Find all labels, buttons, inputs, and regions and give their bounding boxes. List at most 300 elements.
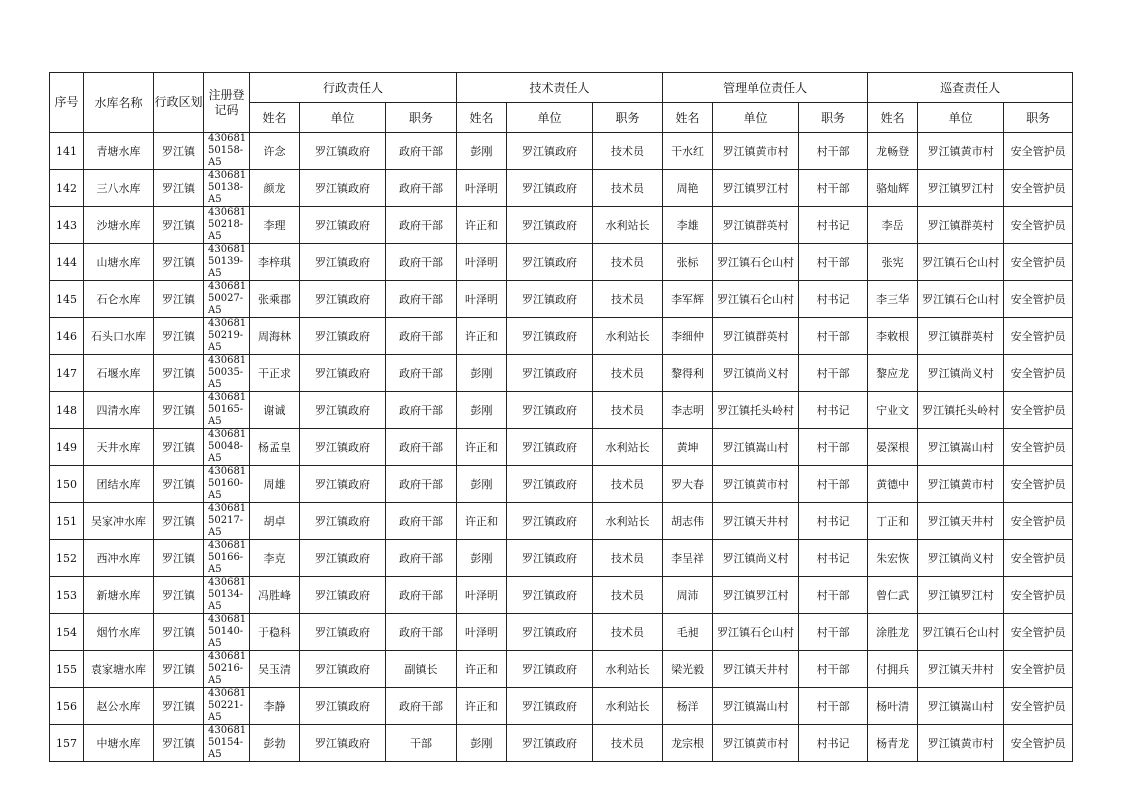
cell-admin-unit: 罗江镇政府 bbox=[300, 207, 386, 244]
cell-reservoir-name: 石堰水库 bbox=[84, 355, 154, 392]
cell-tech-position: 技术员 bbox=[593, 614, 663, 651]
cell-registration-code: 43068150166-A5 bbox=[204, 540, 250, 577]
cell-tech-name: 彭刚 bbox=[457, 133, 507, 170]
cell-patrol-position: 安全管护员 bbox=[1004, 429, 1073, 466]
cell-seq: 152 bbox=[50, 540, 84, 577]
cell-tech-position: 技术员 bbox=[593, 281, 663, 318]
cell-reservoir-name: 烟竹水库 bbox=[84, 614, 154, 651]
cell-mgmt-unit: 罗江镇托头岭村 bbox=[713, 392, 799, 429]
cell-patrol-name: 骆灿辉 bbox=[868, 170, 918, 207]
cell-patrol-unit: 罗江镇天井村 bbox=[918, 503, 1004, 540]
cell-mgmt-unit: 罗江镇尚义村 bbox=[713, 355, 799, 392]
cell-tech-name: 许正和 bbox=[457, 207, 507, 244]
cell-registration-code: 43068150140-A5 bbox=[204, 614, 250, 651]
cell-admin-unit: 罗江镇政府 bbox=[300, 614, 386, 651]
cell-region: 罗江镇 bbox=[154, 540, 204, 577]
cell-tech-position: 水利站长 bbox=[593, 318, 663, 355]
cell-mgmt-unit: 罗江镇罗江村 bbox=[713, 170, 799, 207]
cell-admin-name: 冯胜峰 bbox=[250, 577, 300, 614]
cell-patrol-unit: 罗江镇石仑山村 bbox=[918, 614, 1004, 651]
cell-tech-name: 彭刚 bbox=[457, 392, 507, 429]
cell-admin-name: 干正求 bbox=[250, 355, 300, 392]
cell-mgmt-unit: 罗江镇天井村 bbox=[713, 651, 799, 688]
cell-patrol-name: 丁正和 bbox=[868, 503, 918, 540]
cell-tech-name: 彭刚 bbox=[457, 725, 507, 762]
cell-registration-code: 43068150218-A5 bbox=[204, 207, 250, 244]
cell-reservoir-name: 赵公水库 bbox=[84, 688, 154, 725]
cell-admin-unit: 罗江镇政府 bbox=[300, 540, 386, 577]
cell-mgmt-unit: 罗江镇石仑山村 bbox=[713, 281, 799, 318]
cell-region: 罗江镇 bbox=[154, 207, 204, 244]
subheader-name: 姓名 bbox=[663, 103, 713, 133]
cell-patrol-name: 宁业文 bbox=[868, 392, 918, 429]
cell-reservoir-name: 中塘水库 bbox=[84, 725, 154, 762]
cell-patrol-position: 安全管护员 bbox=[1004, 466, 1073, 503]
cell-seq: 148 bbox=[50, 392, 84, 429]
cell-admin-unit: 罗江镇政府 bbox=[300, 688, 386, 725]
cell-patrol-position: 安全管护员 bbox=[1004, 355, 1073, 392]
cell-mgmt-position: 村干部 bbox=[799, 318, 868, 355]
cell-patrol-name: 李敕根 bbox=[868, 318, 918, 355]
cell-registration-code: 43068150165-A5 bbox=[204, 392, 250, 429]
cell-registration-code: 43068150134-A5 bbox=[204, 577, 250, 614]
cell-admin-unit: 罗江镇政府 bbox=[300, 244, 386, 281]
cell-tech-position: 技术员 bbox=[593, 170, 663, 207]
table-row bbox=[50, 725, 1073, 762]
cell-registration-code: 43068150139-A5 bbox=[204, 244, 250, 281]
cell-seq: 155 bbox=[50, 651, 84, 688]
cell-tech-unit: 罗江镇政府 bbox=[507, 244, 593, 281]
cell-patrol-name: 晏深根 bbox=[868, 429, 918, 466]
cell-admin-position: 政府干部 bbox=[386, 170, 457, 207]
cell-registration-code: 43068150027-A5 bbox=[204, 281, 250, 318]
table-row bbox=[50, 614, 1073, 651]
cell-tech-name: 彭刚 bbox=[457, 355, 507, 392]
cell-mgmt-position: 村干部 bbox=[799, 466, 868, 503]
cell-mgmt-position: 村干部 bbox=[799, 577, 868, 614]
table-row bbox=[50, 355, 1073, 392]
cell-patrol-unit: 罗江镇托头岭村 bbox=[918, 392, 1004, 429]
cell-admin-name: 于稳科 bbox=[250, 614, 300, 651]
table-row bbox=[50, 429, 1073, 466]
cell-patrol-position: 安全管护员 bbox=[1004, 133, 1073, 170]
subheader-position: 职务 bbox=[799, 103, 868, 133]
header-group-mgmt: 管理单位责任人 bbox=[663, 73, 868, 103]
cell-admin-position: 政府干部 bbox=[386, 503, 457, 540]
cell-tech-name: 叶泽明 bbox=[457, 614, 507, 651]
cell-reservoir-name: 青塘水库 bbox=[84, 133, 154, 170]
table-row bbox=[50, 170, 1073, 207]
header-reservoir-name: 水库名称 bbox=[84, 73, 154, 133]
cell-reservoir-name: 天井水库 bbox=[84, 429, 154, 466]
cell-mgmt-position: 村干部 bbox=[799, 170, 868, 207]
cell-registration-code: 43068150217-A5 bbox=[204, 503, 250, 540]
cell-seq: 141 bbox=[50, 133, 84, 170]
cell-mgmt-position: 村书记 bbox=[799, 281, 868, 318]
cell-patrol-name: 朱宏恢 bbox=[868, 540, 918, 577]
cell-admin-position: 政府干部 bbox=[386, 207, 457, 244]
cell-admin-unit: 罗江镇政府 bbox=[300, 651, 386, 688]
cell-registration-code: 43068150216-A5 bbox=[204, 651, 250, 688]
cell-admin-name: 胡卓 bbox=[250, 503, 300, 540]
cell-mgmt-name: 毛昶 bbox=[663, 614, 713, 651]
cell-tech-name: 许正和 bbox=[457, 688, 507, 725]
header-group-tech: 技术责任人 bbox=[457, 73, 663, 103]
cell-mgmt-unit: 罗江镇天井村 bbox=[713, 503, 799, 540]
cell-mgmt-name: 胡志伟 bbox=[663, 503, 713, 540]
cell-mgmt-name: 梁光毅 bbox=[663, 651, 713, 688]
cell-admin-name: 张乘郡 bbox=[250, 281, 300, 318]
subheader-unit: 单位 bbox=[713, 103, 799, 133]
cell-tech-position: 技术员 bbox=[593, 540, 663, 577]
cell-mgmt-name: 龙宗根 bbox=[663, 725, 713, 762]
cell-tech-unit: 罗江镇政府 bbox=[507, 466, 593, 503]
cell-admin-name: 李梓琪 bbox=[250, 244, 300, 281]
cell-tech-position: 技术员 bbox=[593, 725, 663, 762]
cell-tech-position: 技术员 bbox=[593, 133, 663, 170]
cell-patrol-name: 龙畅登 bbox=[868, 133, 918, 170]
cell-patrol-name: 张宪 bbox=[868, 244, 918, 281]
cell-tech-name: 叶泽明 bbox=[457, 577, 507, 614]
table-row bbox=[50, 577, 1073, 614]
cell-seq: 147 bbox=[50, 355, 84, 392]
cell-registration-code: 43068150221-A5 bbox=[204, 688, 250, 725]
table-row bbox=[50, 540, 1073, 577]
cell-registration-code: 43068150154-A5 bbox=[204, 725, 250, 762]
cell-tech-unit: 罗江镇政府 bbox=[507, 133, 593, 170]
table-row bbox=[50, 244, 1073, 281]
table-row bbox=[50, 688, 1073, 725]
cell-mgmt-name: 黄坤 bbox=[663, 429, 713, 466]
cell-reservoir-name: 团结水库 bbox=[84, 466, 154, 503]
cell-admin-name: 吴玉清 bbox=[250, 651, 300, 688]
cell-mgmt-unit: 罗江镇尚义村 bbox=[713, 540, 799, 577]
cell-mgmt-position: 村干部 bbox=[799, 244, 868, 281]
cell-patrol-unit: 罗江镇石仑山村 bbox=[918, 244, 1004, 281]
cell-patrol-position: 安全管护员 bbox=[1004, 281, 1073, 318]
cell-tech-unit: 罗江镇政府 bbox=[507, 392, 593, 429]
cell-mgmt-name: 李军辉 bbox=[663, 281, 713, 318]
subheader-position: 职务 bbox=[593, 103, 663, 133]
cell-tech-position: 技术员 bbox=[593, 466, 663, 503]
cell-reservoir-name: 山塘水库 bbox=[84, 244, 154, 281]
cell-region: 罗江镇 bbox=[154, 503, 204, 540]
table-row bbox=[50, 281, 1073, 318]
cell-admin-unit: 罗江镇政府 bbox=[300, 170, 386, 207]
table-row bbox=[50, 466, 1073, 503]
cell-admin-name: 杨孟皇 bbox=[250, 429, 300, 466]
cell-admin-name: 彭勃 bbox=[250, 725, 300, 762]
cell-reservoir-name: 吴家冲水库 bbox=[84, 503, 154, 540]
cell-mgmt-name: 黎得利 bbox=[663, 355, 713, 392]
cell-mgmt-unit: 罗江镇嵩山村 bbox=[713, 429, 799, 466]
cell-region: 罗江镇 bbox=[154, 466, 204, 503]
cell-patrol-unit: 罗江镇嵩山村 bbox=[918, 688, 1004, 725]
cell-admin-unit: 罗江镇政府 bbox=[300, 281, 386, 318]
cell-patrol-unit: 罗江镇群英村 bbox=[918, 318, 1004, 355]
cell-registration-code: 43068150138-A5 bbox=[204, 170, 250, 207]
cell-admin-position: 政府干部 bbox=[386, 577, 457, 614]
cell-seq: 145 bbox=[50, 281, 84, 318]
cell-patrol-position: 安全管护员 bbox=[1004, 244, 1073, 281]
cell-region: 罗江镇 bbox=[154, 688, 204, 725]
cell-mgmt-position: 村干部 bbox=[799, 355, 868, 392]
cell-seq: 142 bbox=[50, 170, 84, 207]
cell-mgmt-position: 村干部 bbox=[799, 688, 868, 725]
cell-tech-position: 水利站长 bbox=[593, 503, 663, 540]
cell-tech-position: 水利站长 bbox=[593, 688, 663, 725]
cell-mgmt-unit: 罗江镇石仑山村 bbox=[713, 244, 799, 281]
cell-mgmt-position: 村干部 bbox=[799, 429, 868, 466]
cell-patrol-position: 安全管护员 bbox=[1004, 170, 1073, 207]
cell-patrol-unit: 罗江镇石仑山村 bbox=[918, 281, 1004, 318]
header-seq: 序号 bbox=[50, 73, 84, 133]
cell-patrol-unit: 罗江镇罗江村 bbox=[918, 170, 1004, 207]
cell-admin-name: 李克 bbox=[250, 540, 300, 577]
cell-seq: 157 bbox=[50, 725, 84, 762]
cell-patrol-unit: 罗江镇嵩山村 bbox=[918, 429, 1004, 466]
cell-patrol-unit: 罗江镇黄市村 bbox=[918, 725, 1004, 762]
cell-region: 罗江镇 bbox=[154, 170, 204, 207]
cell-seq: 149 bbox=[50, 429, 84, 466]
cell-admin-position: 政府干部 bbox=[386, 392, 457, 429]
cell-mgmt-name: 李细仲 bbox=[663, 318, 713, 355]
cell-reservoir-name: 新塘水库 bbox=[84, 577, 154, 614]
cell-admin-unit: 罗江镇政府 bbox=[300, 355, 386, 392]
cell-tech-unit: 罗江镇政府 bbox=[507, 503, 593, 540]
cell-tech-unit: 罗江镇政府 bbox=[507, 170, 593, 207]
cell-admin-name: 周雄 bbox=[250, 466, 300, 503]
cell-region: 罗江镇 bbox=[154, 133, 204, 170]
cell-admin-position: 政府干部 bbox=[386, 688, 457, 725]
table-row bbox=[50, 318, 1073, 355]
cell-seq: 156 bbox=[50, 688, 84, 725]
cell-tech-name: 许正和 bbox=[457, 318, 507, 355]
cell-region: 罗江镇 bbox=[154, 318, 204, 355]
header-row-groups bbox=[50, 73, 1073, 103]
cell-patrol-name: 曾仁武 bbox=[868, 577, 918, 614]
cell-admin-position: 政府干部 bbox=[386, 318, 457, 355]
cell-tech-name: 许正和 bbox=[457, 503, 507, 540]
cell-admin-name: 谢诚 bbox=[250, 392, 300, 429]
cell-mgmt-name: 罗大春 bbox=[663, 466, 713, 503]
cell-patrol-unit: 罗江镇尚义村 bbox=[918, 355, 1004, 392]
cell-reservoir-name: 三八水库 bbox=[84, 170, 154, 207]
cell-tech-unit: 罗江镇政府 bbox=[507, 688, 593, 725]
subheader-position: 职务 bbox=[386, 103, 457, 133]
cell-admin-position: 政府干部 bbox=[386, 466, 457, 503]
cell-admin-unit: 罗江镇政府 bbox=[300, 429, 386, 466]
cell-tech-unit: 罗江镇政府 bbox=[507, 540, 593, 577]
cell-tech-unit: 罗江镇政府 bbox=[507, 355, 593, 392]
cell-region: 罗江镇 bbox=[154, 651, 204, 688]
reservoir-responsibility-table bbox=[49, 72, 1073, 762]
cell-tech-unit: 罗江镇政府 bbox=[507, 429, 593, 466]
cell-tech-name: 许正和 bbox=[457, 429, 507, 466]
cell-patrol-name: 李三华 bbox=[868, 281, 918, 318]
cell-admin-unit: 罗江镇政府 bbox=[300, 466, 386, 503]
cell-patrol-position: 安全管护员 bbox=[1004, 614, 1073, 651]
cell-mgmt-position: 村书记 bbox=[799, 540, 868, 577]
cell-mgmt-name: 周艳 bbox=[663, 170, 713, 207]
cell-region: 罗江镇 bbox=[154, 577, 204, 614]
cell-seq: 146 bbox=[50, 318, 84, 355]
cell-mgmt-position: 村书记 bbox=[799, 503, 868, 540]
subheader-unit: 单位 bbox=[918, 103, 1004, 133]
cell-tech-unit: 罗江镇政府 bbox=[507, 207, 593, 244]
cell-tech-unit: 罗江镇政府 bbox=[507, 651, 593, 688]
cell-admin-name: 颜龙 bbox=[250, 170, 300, 207]
table-row bbox=[50, 133, 1073, 170]
cell-mgmt-unit: 罗江镇黄市村 bbox=[713, 133, 799, 170]
cell-mgmt-unit: 罗江镇罗江村 bbox=[713, 577, 799, 614]
cell-admin-name: 许念 bbox=[250, 133, 300, 170]
cell-patrol-name: 黎应龙 bbox=[868, 355, 918, 392]
cell-reservoir-name: 沙塘水库 bbox=[84, 207, 154, 244]
cell-mgmt-name: 张标 bbox=[663, 244, 713, 281]
cell-admin-unit: 罗江镇政府 bbox=[300, 318, 386, 355]
cell-admin-position: 政府干部 bbox=[386, 540, 457, 577]
cell-admin-position: 政府干部 bbox=[386, 614, 457, 651]
cell-tech-position: 技术员 bbox=[593, 355, 663, 392]
cell-mgmt-name: 李志明 bbox=[663, 392, 713, 429]
cell-patrol-position: 安全管护员 bbox=[1004, 540, 1073, 577]
cell-tech-name: 叶泽明 bbox=[457, 244, 507, 281]
subheader-name: 姓名 bbox=[868, 103, 918, 133]
cell-mgmt-position: 村书记 bbox=[799, 392, 868, 429]
cell-mgmt-position: 村书记 bbox=[799, 725, 868, 762]
cell-tech-position: 水利站长 bbox=[593, 207, 663, 244]
cell-admin-position: 政府干部 bbox=[386, 244, 457, 281]
cell-seq: 154 bbox=[50, 614, 84, 651]
cell-admin-unit: 罗江镇政府 bbox=[300, 725, 386, 762]
cell-region: 罗江镇 bbox=[154, 429, 204, 466]
cell-patrol-name: 杨青龙 bbox=[868, 725, 918, 762]
cell-mgmt-unit: 罗江镇群英村 bbox=[713, 318, 799, 355]
cell-mgmt-position: 村干部 bbox=[799, 614, 868, 651]
cell-patrol-unit: 罗江镇尚义村 bbox=[918, 540, 1004, 577]
cell-tech-name: 叶泽明 bbox=[457, 281, 507, 318]
cell-admin-name: 周海林 bbox=[250, 318, 300, 355]
cell-registration-code: 43068150048-A5 bbox=[204, 429, 250, 466]
subheader-position: 职务 bbox=[1004, 103, 1073, 133]
cell-tech-position: 技术员 bbox=[593, 244, 663, 281]
cell-mgmt-name: 杨洋 bbox=[663, 688, 713, 725]
cell-admin-unit: 罗江镇政府 bbox=[300, 577, 386, 614]
cell-patrol-position: 安全管护员 bbox=[1004, 503, 1073, 540]
subheader-name: 姓名 bbox=[250, 103, 300, 133]
cell-patrol-position: 安全管护员 bbox=[1004, 577, 1073, 614]
cell-mgmt-position: 村干部 bbox=[799, 651, 868, 688]
cell-patrol-unit: 罗江镇黄市村 bbox=[918, 133, 1004, 170]
cell-mgmt-name: 李呈祥 bbox=[663, 540, 713, 577]
cell-patrol-position: 安全管护员 bbox=[1004, 207, 1073, 244]
cell-registration-code: 43068150035-A5 bbox=[204, 355, 250, 392]
cell-tech-unit: 罗江镇政府 bbox=[507, 577, 593, 614]
table-row bbox=[50, 392, 1073, 429]
cell-mgmt-position: 村书记 bbox=[799, 207, 868, 244]
cell-patrol-name: 付拥兵 bbox=[868, 651, 918, 688]
cell-reservoir-name: 四清水库 bbox=[84, 392, 154, 429]
cell-patrol-name: 杨叶清 bbox=[868, 688, 918, 725]
table-row bbox=[50, 503, 1073, 540]
table-body bbox=[50, 133, 1073, 762]
cell-admin-position: 政府干部 bbox=[386, 429, 457, 466]
cell-reservoir-name: 袁家塘水库 bbox=[84, 651, 154, 688]
cell-admin-position: 政府干部 bbox=[386, 133, 457, 170]
cell-patrol-unit: 罗江镇罗江村 bbox=[918, 577, 1004, 614]
cell-admin-unit: 罗江镇政府 bbox=[300, 392, 386, 429]
cell-tech-name: 叶泽明 bbox=[457, 170, 507, 207]
cell-registration-code: 43068150160-A5 bbox=[204, 466, 250, 503]
subheader-unit: 单位 bbox=[300, 103, 386, 133]
header-region: 行政区划 bbox=[154, 73, 204, 133]
cell-reservoir-name: 西冲水库 bbox=[84, 540, 154, 577]
cell-mgmt-name: 干水红 bbox=[663, 133, 713, 170]
table-row bbox=[50, 651, 1073, 688]
header-group-patrol: 巡查责任人 bbox=[868, 73, 1073, 103]
cell-patrol-position: 安全管护员 bbox=[1004, 392, 1073, 429]
cell-patrol-position: 安全管护员 bbox=[1004, 725, 1073, 762]
cell-patrol-name: 黄德中 bbox=[868, 466, 918, 503]
cell-mgmt-unit: 罗江镇黄市村 bbox=[713, 725, 799, 762]
cell-patrol-position: 安全管护员 bbox=[1004, 651, 1073, 688]
cell-patrol-unit: 罗江镇天井村 bbox=[918, 651, 1004, 688]
cell-admin-unit: 罗江镇政府 bbox=[300, 503, 386, 540]
cell-patrol-position: 安全管护员 bbox=[1004, 318, 1073, 355]
cell-patrol-unit: 罗江镇群英村 bbox=[918, 207, 1004, 244]
cell-tech-unit: 罗江镇政府 bbox=[507, 281, 593, 318]
cell-seq: 144 bbox=[50, 244, 84, 281]
cell-patrol-position: 安全管护员 bbox=[1004, 688, 1073, 725]
header-group-admin: 行政责任人 bbox=[250, 73, 457, 103]
cell-admin-position: 政府干部 bbox=[386, 281, 457, 318]
cell-seq: 143 bbox=[50, 207, 84, 244]
cell-admin-position: 干部 bbox=[386, 725, 457, 762]
cell-tech-position: 水利站长 bbox=[593, 651, 663, 688]
cell-patrol-unit: 罗江镇黄市村 bbox=[918, 466, 1004, 503]
cell-region: 罗江镇 bbox=[154, 355, 204, 392]
table-row bbox=[50, 207, 1073, 244]
cell-region: 罗江镇 bbox=[154, 614, 204, 651]
cell-tech-position: 水利站长 bbox=[593, 429, 663, 466]
cell-seq: 153 bbox=[50, 577, 84, 614]
cell-admin-unit: 罗江镇政府 bbox=[300, 133, 386, 170]
cell-admin-position: 副镇长 bbox=[386, 651, 457, 688]
cell-tech-name: 彭刚 bbox=[457, 540, 507, 577]
subheader-unit: 单位 bbox=[507, 103, 593, 133]
cell-mgmt-unit: 罗江镇群英村 bbox=[713, 207, 799, 244]
cell-tech-position: 技术员 bbox=[593, 392, 663, 429]
cell-seq: 151 bbox=[50, 503, 84, 540]
cell-patrol-name: 涂胜龙 bbox=[868, 614, 918, 651]
cell-tech-name: 彭刚 bbox=[457, 466, 507, 503]
header-registration-code: 注册登记码 bbox=[204, 73, 250, 133]
cell-admin-name: 李理 bbox=[250, 207, 300, 244]
cell-mgmt-unit: 罗江镇石仑山村 bbox=[713, 614, 799, 651]
cell-patrol-name: 李岳 bbox=[868, 207, 918, 244]
cell-admin-name: 李静 bbox=[250, 688, 300, 725]
cell-tech-unit: 罗江镇政府 bbox=[507, 318, 593, 355]
cell-reservoir-name: 石仑水库 bbox=[84, 281, 154, 318]
cell-admin-position: 政府干部 bbox=[386, 355, 457, 392]
cell-region: 罗江镇 bbox=[154, 392, 204, 429]
cell-seq: 150 bbox=[50, 466, 84, 503]
cell-registration-code: 43068150219-A5 bbox=[204, 318, 250, 355]
cell-mgmt-unit: 罗江镇嵩山村 bbox=[713, 688, 799, 725]
cell-tech-name: 许正和 bbox=[457, 651, 507, 688]
cell-registration-code: 43068150158-A5 bbox=[204, 133, 250, 170]
